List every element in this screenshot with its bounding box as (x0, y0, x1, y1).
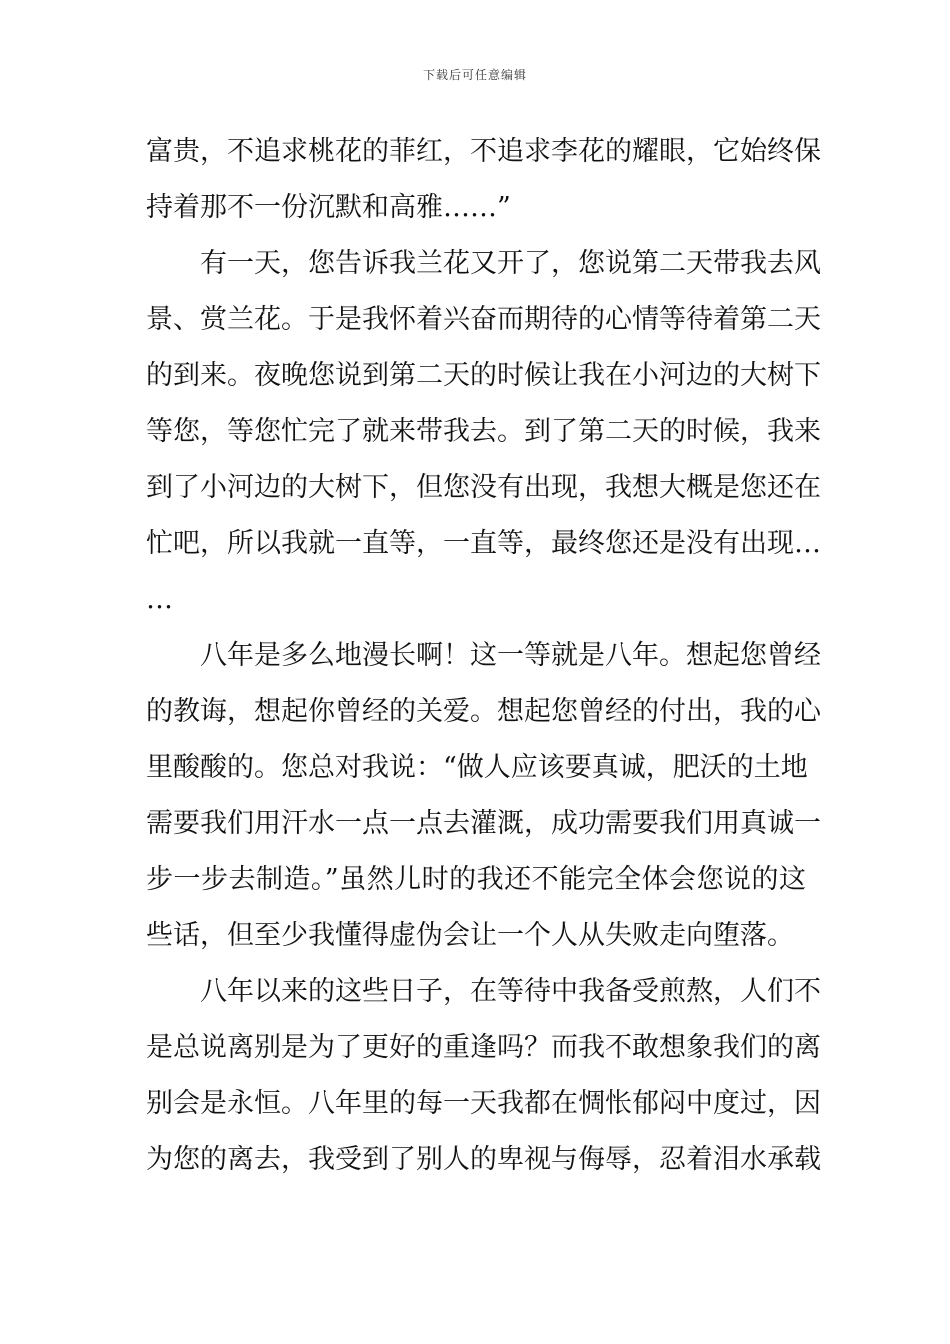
text-line: 忙吧，所以我就一直等，一直等，最终您还是没有出现… (146, 528, 821, 559)
text-line: 的教诲，想起你曾经的关爱。想起您曾经的付出，我的心 (146, 696, 821, 727)
document-body (146, 124, 821, 1188)
text-line: 持着那不一份沉默和高雅……” (146, 192, 511, 223)
text-line: 为您的离去，我受到了别人的卑视与侮辱，忍着泪水承载 (146, 1144, 821, 1175)
text-line: 别会是永恒。八年里的每一天我都在惆怅郁闷中度过，因 (146, 1088, 821, 1119)
text-line: 步一步去制造。”虽然儿时的我还不能完全体会您说的这 (146, 864, 806, 895)
text-line: 里酸酸的。您总对我说：“做人应该要真诚，肥沃的土地 (146, 752, 808, 783)
text-line: 些话，但至少我懂得虚伪会让一个人从失败走向堕落。 (146, 920, 794, 951)
text-line: 到了小河边的大树下，但您没有出现，我想大概是您还在 (146, 472, 821, 503)
text-line: 八年以来的这些日子，在等待中我备受煎熬，人们不 (200, 976, 821, 1007)
text-line: 八年是多么地漫长啊！这一等就是八年。想起您曾经 (200, 640, 821, 671)
text-line: 的到来。夜晚您说到第二天的时候让我在小河边的大树下 (146, 360, 821, 391)
text-line: 有一天，您告诉我兰花又开了，您说第二天带我去风 (200, 248, 821, 279)
text-line: 需要我们用汗水一点一点去灌溉，成功需要我们用真诚一 (146, 808, 821, 839)
text-line: 富贵，不追求桃花的菲红，不追求李花的耀眼，它始终保 (146, 136, 821, 167)
text-line: 等您，等您忙完了就来带我去。到了第二天的时候，我来 (146, 416, 821, 447)
text-line: 景、赏兰花。于是我怀着兴奋而期待的心情等待着第二天 (146, 304, 821, 335)
text-line: … (146, 584, 173, 615)
text-line: 是总说离别是为了更好的重逢吗？而我不敢想象我们的离 (146, 1032, 821, 1063)
page-header: 下载后可任意编辑 (422, 68, 527, 82)
